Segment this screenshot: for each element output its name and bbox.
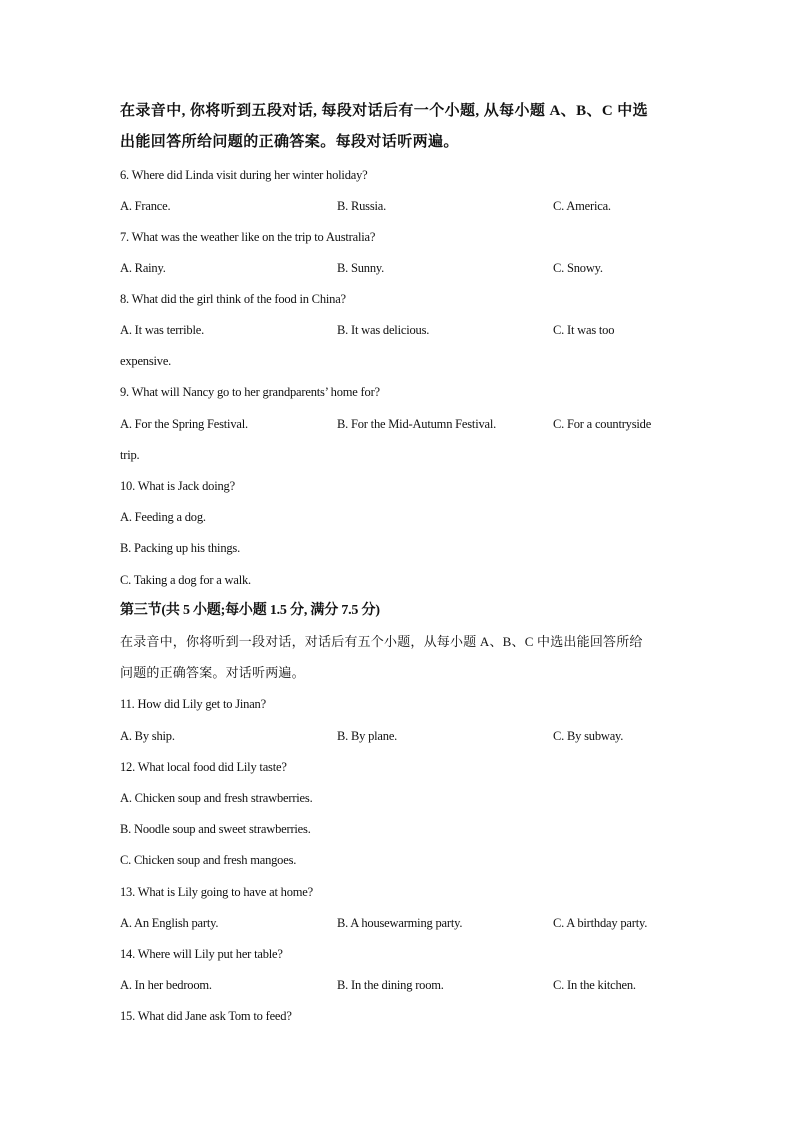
q14-option-a: A. In her bedroom. xyxy=(120,978,212,992)
q13-option-b: B. A housewarming party. xyxy=(337,916,463,930)
question-7: 7. What was the weather like on the trip to Australia? xyxy=(120,230,376,244)
question-12: 12. What local food did Lily taste? xyxy=(120,760,287,774)
question-13: 13. What is Lily going to have at home? xyxy=(120,885,313,899)
question-15: 15. What did Jane ask Tom to feed? xyxy=(120,1009,292,1023)
q8-option-a: A. It was terrible. xyxy=(120,323,205,337)
q11-option-c: C. By subway. xyxy=(553,729,624,743)
q6-option-a: A. France. xyxy=(120,199,171,213)
instructions-line-1: 在录音中, 你将听到五段对话, 每段对话后有一个小题, 从每小题 A、B、C 中选 xyxy=(120,103,649,119)
q12-option-b: B. Noodle soup and sweet strawberries. xyxy=(120,822,311,836)
section-3-heading: 第三节(共 5 小题;每小题 1.5 分, 满分 7.5 分) xyxy=(120,603,380,618)
q9-option-a: A. For the Spring Festival. xyxy=(120,417,248,431)
q6-option-b: B. Russia. xyxy=(337,199,387,213)
section-3-instructions-line-2: 问题的正确答案。对话听两遍。 xyxy=(120,665,305,680)
q13-option-a: A. An English party. xyxy=(120,916,219,930)
q14-option-b: B. In the dining room. xyxy=(337,978,444,992)
q11-option-b: B. By plane. xyxy=(337,729,398,743)
q6-option-c: C. America. xyxy=(553,199,611,213)
q7-option-a: A. Rainy. xyxy=(120,261,166,275)
q8-option-c: C. It was too xyxy=(553,323,615,337)
question-14: 14. Where will Lily put her table? xyxy=(120,947,283,961)
question-10: 10. What is Jack doing? xyxy=(120,479,235,493)
question-6: 6. Where did Linda visit during her winter holiday? xyxy=(120,168,368,182)
section-3-instructions-line-1: 在录音中，你将听到一段对话，对话后有五个小题，从每小题 A、B、C 中选出能回答所给 xyxy=(120,634,643,649)
q10-option-b: B. Packing up his things. xyxy=(120,541,241,555)
q13-option-c: C. A birthday party. xyxy=(553,916,648,930)
q7-option-c: C. Snowy. xyxy=(553,261,603,275)
question-9: 9. What will Nancy go to her grandparents’ home for? xyxy=(120,385,380,399)
q7-option-b: B. Sunny. xyxy=(337,261,385,275)
q8-option-c-continued: expensive. xyxy=(120,354,172,368)
q8-option-b: B. It was delicious. xyxy=(337,323,430,337)
instructions-line-2: 出能回答所给问题的正确答案。每段对话听两遍。 xyxy=(120,134,459,150)
q10-option-c: C. Taking a dog for a walk. xyxy=(120,573,251,587)
q14-option-c: C. In the kitchen. xyxy=(553,978,636,992)
q9-option-b: B. For the Mid-Autumn Festival. xyxy=(337,417,497,431)
q12-option-a: A. Chicken soup and fresh strawberries. xyxy=(120,791,313,805)
q9-option-c-continued: trip. xyxy=(120,448,140,462)
question-8: 8. What did the girl think of the food in China? xyxy=(120,292,346,306)
q11-option-a: A. By ship. xyxy=(120,729,175,743)
q12-option-c: C. Chicken soup and fresh mangoes. xyxy=(120,853,297,867)
q9-option-c: C. For a countryside xyxy=(553,417,652,431)
q10-option-a: A. Feeding a dog. xyxy=(120,510,206,524)
question-11: 11. How did Lily get to Jinan? xyxy=(120,697,266,711)
